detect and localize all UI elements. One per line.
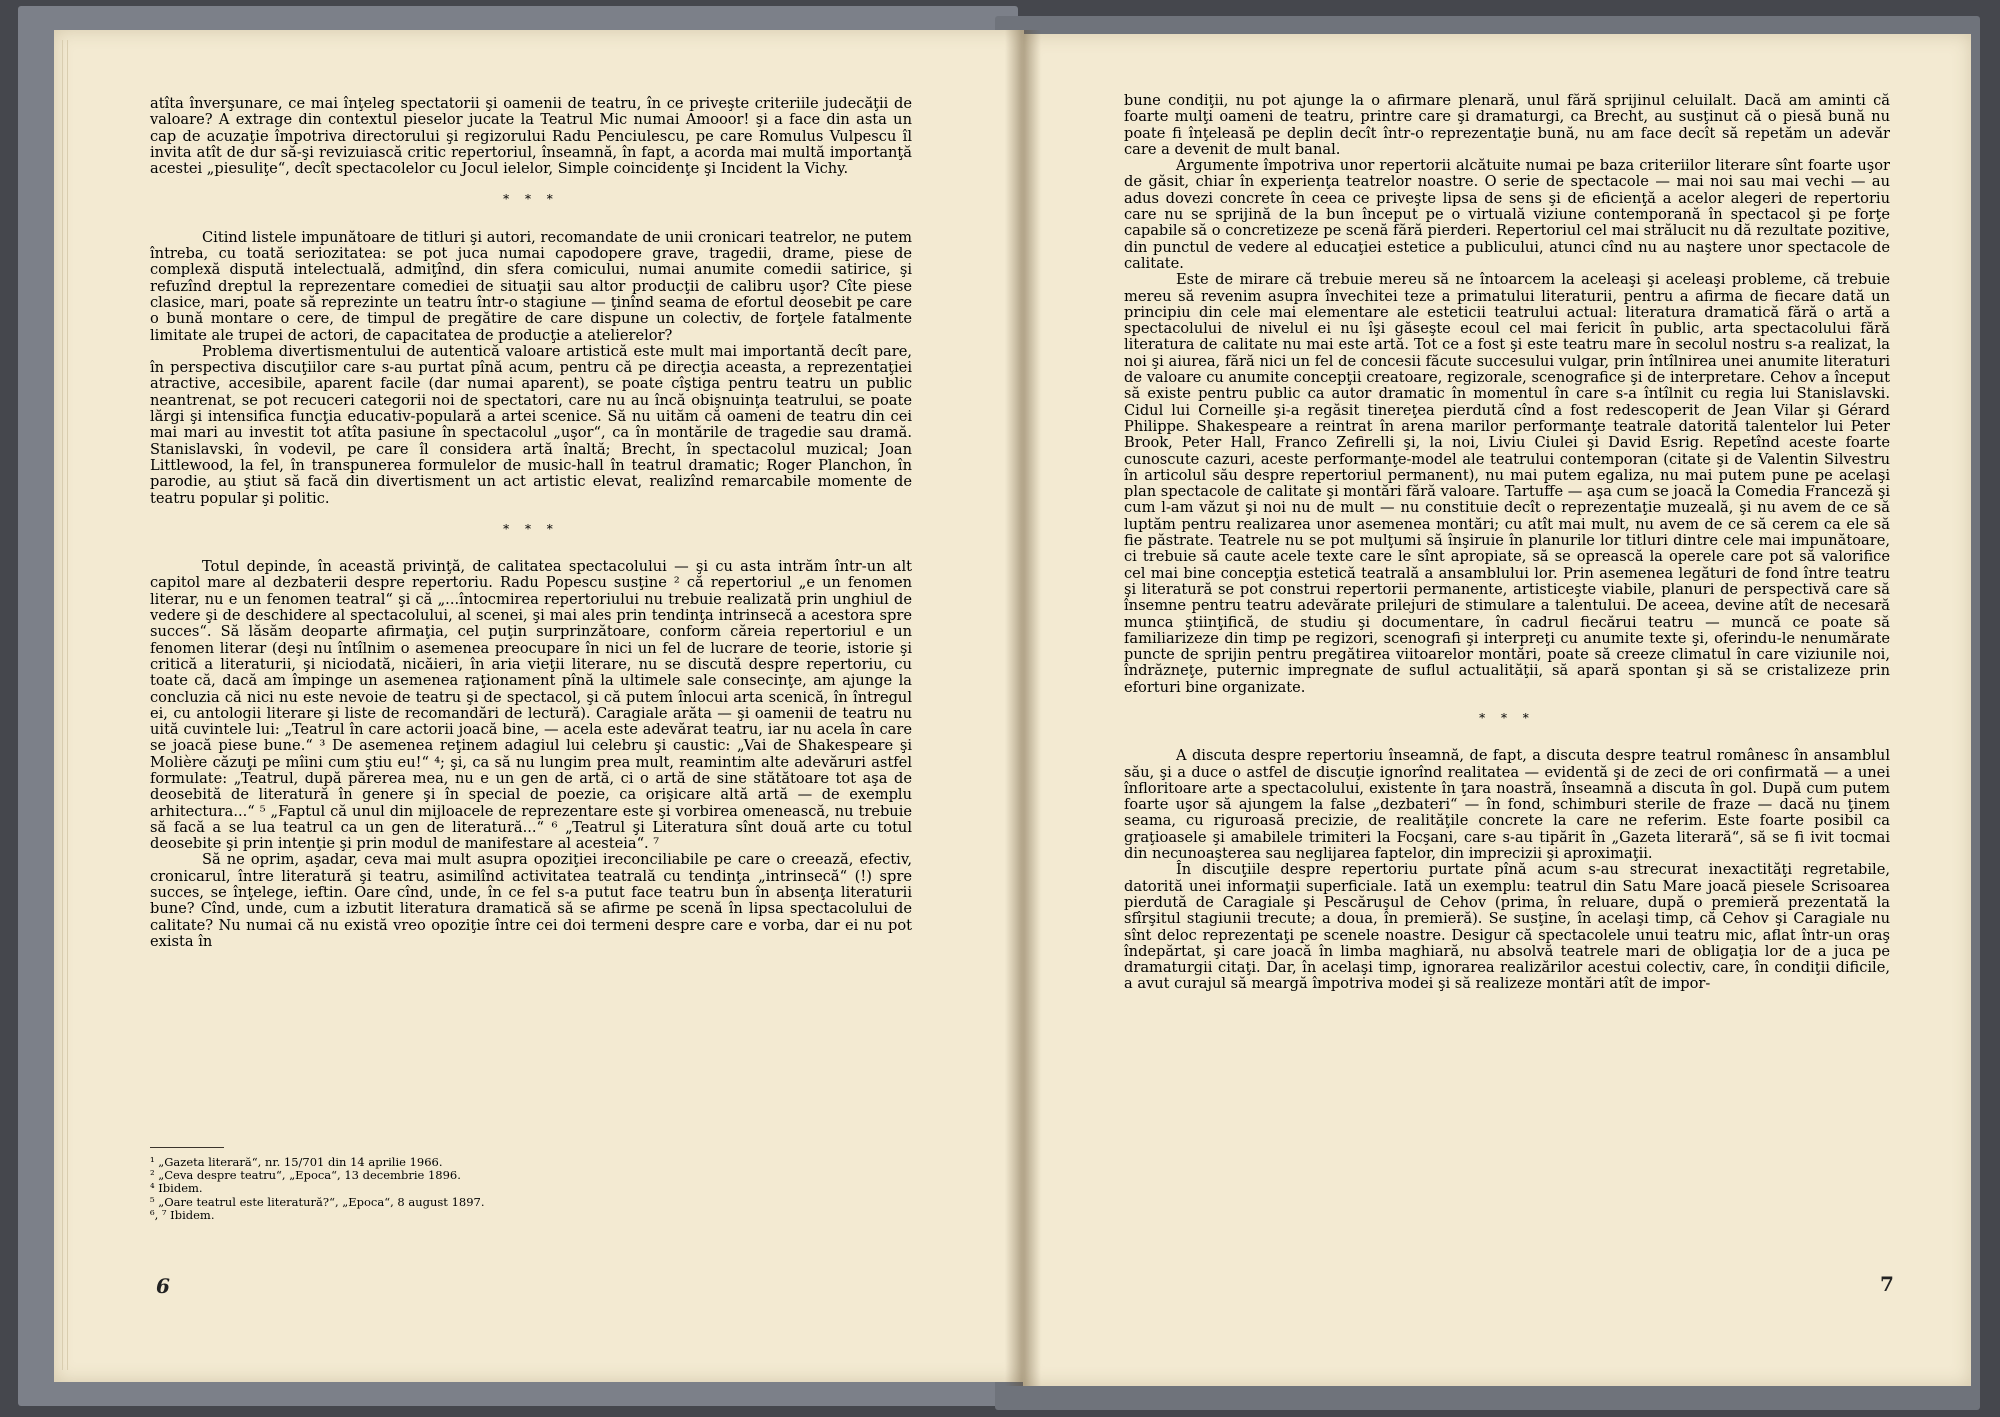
paragraph: bune condiţii, nu pot ajunge la o afirmare plenară, unul fără sprijinul celuilalt. Dacă am aminti că foarte mulţi oameni de teatru, printre care şi dramaturgi, ca Brecht, au susţinut că o piesă bună nu poate fi înţeleasă pe deplin decît într-o reprezentaţie bună, nu am face decît să repetăm un adevăr care a devenit de mult banal. bbox=[1124, 92, 1890, 158]
footnote: ⁵ „Oare teatrul este literatură?“, „Epoca“, 8 august 1897. bbox=[150, 1194, 485, 1209]
left-page-text bbox=[150, 96, 912, 950]
footnotes bbox=[150, 1147, 710, 1222]
paragraph: Să ne oprim, aşadar, ceva mai mult asupra opoziţiei ireconciliabile pe care o creează, efectiv, cronicarul, între literatură şi teatru, asimilînd activitatea teatrală cu tendinţa „intrinsecă“ (!) spre succes, se înţelege, ieftin. Oare cînd, unde, în ce fel s-a putut face teatru bun în absenţa literaturii bune? Cînd, unde, cum a izbutit literatura dramatică să se afirme pe scenă în lipsa spectacolului de calitate? Nu numai că nu există vreo opoziţie între cei doi termeni despre care e vorba, dar ei nu pot exista în bbox=[150, 851, 912, 950]
right-page-text bbox=[1124, 93, 1890, 993]
paragraph: Este de mirare că trebuie mereu să ne întoarcem la aceleaşi şi aceleaşi probleme, că trebuie mereu să revenim asupra învechitei teze a primatului literaturii, pentru a afirma de fiecare dată un principiu din cele mai elementare ale esteticii teatrului actual: literatura dramatică fără o artă a spectacolului de nivelul ei nu îşi găseşte ecoul cel mai fericit în public, arta spectacolului fără literatura de calitate nu mai este artă. Tot ce a fost şi este teatru mare în secolul nostru s-a realizat, la noi şi aiurea, fără nici un fel de concesii făcute succesului vulgar, prin întîlnirea unei anumite literaturi de valoare cu anumite concepţii creatoare, regizorale, scenografice şi de interpretare. Cehov a început să existe pentru public ca autor dramatic în momentul în care s-a întîlnit cu regia lui Stanislavski. Cidul lui Corneille şi-a regăsit tinereţea pierdută cînd a fost redescoperit de Jean Vilar şi Gérard Philippe. Shakespeare a reintrat în arena marilor performanţe teatrale datorită talentelor lui Peter Brook, Peter Hall, Franco Zefirelli şi, la noi, Liviu Ciulei şi David Esrig. Repetînd aceste foarte cunoscute cazuri, aceste performanţe-model ale teatrului contemporan (citate şi de Valentin Silvestru în articolul său despre repertoriul permanent), nu mai putem egaliza, nu mai putem pune pe acelaşi plan spectacole de calitate şi montări fără valoare. Tartuffe — aşa cum se joacă la Comedia Franceză şi cum l-am văzut şi noi nu de mult — nu constituie decît o reprezentaţie muzeală, şi nu avem de ce să luptăm pentru realizarea unor asemenea montări; cu atît mai mult, nu avem de ce să cerem ca ele să fie păstrate. Teatrele nu se pot mulţumi să înşiruie în planurile lor titluri dintre cele mai impunătoare, ci trebuie să caute acele texte care le sînt apropiate, să se oprească la operele care pot să valorifice cel mai bine concepţia estetică teatrală a ansamblului lor. Prin asemenea legături de fond între teatru şi literatură se pot construi repertorii permanente, artisticeşte viabile, planuri de perspectivă care să însemne pentru teatru adevărate prilejuri de stimulare a talentului. De aceea, devine atît de necesară munca ştiinţifică, de studiu şi documentare, în cadrul fiecărui teatru — muncă ce poate să familiarizeze din timp pe regizori, scenografi şi interpreţi cu anumite texte şi, oferindu-le nenumărate puncte de sprijin pentru pregătirea viitoarelor montări, poate să creeze climatul în care viziunile noi, îndrăzneţe, puternic impregnate de suflul actualităţii, să apară spontan şi să se cristalizeze prin eforturi bine organizate. bbox=[1124, 271, 1890, 696]
footnote: ⁴ Ibidem. bbox=[150, 1181, 203, 1196]
footnote-rule bbox=[150, 1147, 224, 1148]
page-number-right: 7 bbox=[1880, 1272, 1894, 1296]
paragraph: atîta înverşunare, ce mai înţeleg spectatorii şi oamenii de teatru, în ce priveşte criteriile judecăţii de valoare? A extrage din contextul pieselor jucate la Teatrul Mic numai Amooor! şi a face din asta un cap de acuzaţie împotriva directorului şi regizorului Radu Penciulescu, pe care Romulus Vulpescu îl invita atît de dur să-şi revizuiască critic repertoriul, înseamnă, în fapt, a acorda mai multă importanţă acestei „piesuliţe“, decît spectacolelor cu Jocul ielelor, Simple coincidenţe şi Incident la Vichy. bbox=[150, 95, 912, 178]
page-edge-lines bbox=[62, 40, 68, 1370]
footnote: ¹ „Gazeta literară“, nr. 15/701 din 14 aprilie 1966. bbox=[150, 1155, 443, 1169]
paragraph: În discuţiile despre repertoriu purtate pînă acum s-au strecurat inexactităţi regretabile, datorită unei informaţii superficiale. Iată un exemplu: teatrul din Satu Mare joacă piesele Scrisoarea pierdută de Caragiale şi Pescăruşul de Cehov (prima, în reluare, după o premieră prezentată la sfîrşitul stagiunii trecute; a doua, în premieră). Se susţine, în acelaşi timp, că Cehov şi Caragiale nu sînt deloc reprezentaţi pe scenele noastre. Desigur că spectacolele unui teatru mic, aflat într-un oraş îndepărtat, şi care joacă în limba maghiară, nu absolvă teatrele mari de obligaţia lor de a juca pe dramaturgii citaţi. Dar, în acelaşi timp, ignorarea realizărilor acestui colectiv, care, în condiţii dificile, a avut curajul să meargă împotriva modei şi să realizeze montări atît de impor- bbox=[1124, 861, 1890, 993]
paragraph: Citind listele impunătoare de titluri şi autori, recomandate de unii cronicari teatrelor, ne putem întreba, cu toată seriozitatea: se pot juca numai capodopere grave, tragedii, drame, piese de complexă dispută intelectuală, admiţînd, din sfera comicului, numai anumite comedii satirice, şi refuzînd dreptul la reprezentare comediei de situaţii sau altor producţii de calibru uşor? Cîte piese clasice, mari, poate să reprezinte un teatru într-o stagiune — ţinînd seama de efortul deosebit pe care o bună montare o cere, de timpul de pregătire de care dispune un colectiv, de forţele fatalmente limitate ale trupei de actori, de capacitatea de producţie a atelierelor? bbox=[150, 228, 912, 344]
paragraph: A discuta despre repertoriu înseamnă, de fapt, a discuta despre teatrul românesc în ansamblul său, şi a duce o astfel de discuţie ignorînd realitatea — evidentă şi de zeci de ori confirmată — a unei înfloritoare arte a spectacolului, existente în ţara noastră, înseamnă a discuta în gol. După cum putem foarte uşor să ajungem la false „dezbateri“ — în fond, schimburi sterile de fraze — dacă nu ţinem seama, cu riguroasă precizie, de realităţile concrete la care ne referim. Este foarte posibil ca graţioasele şi amabilele trimiteri la Focşani, care s-au tipărit în „Gazeta literară“, să se fi ivit tocmai din necunoaşterea sau neglijarea faptelor, din imprecizii şi aproximaţii. bbox=[1124, 747, 1890, 863]
paragraph: Argumente împotriva unor repertorii alcătuite numai pe baza criteriilor literare sînt foarte uşor de găsit, chiar în experienţa teatrelor noastre. O serie de spectacole — mai noi sau mai vechi — au adus dovezi concrete în ceea ce priveşte lipsa de sens şi de eficienţă a acelor alegeri de repertoriu care nu se sprijină de la bun început pe o virtuală viziune contemporană în spectacol şi pe forţe capabile să o concretizeze pe scenă fără pierderi. Repertoriul cel mai strălucit nu dă rezultate pozitive, din punctul de vedere al educaţiei estetice a publicului, atunci cînd nu au naştere unor spectacole de calitate. bbox=[1124, 157, 1890, 272]
paragraph: Problema divertismentului de autentică valoare artistică este mult mai importantă decît pare, în perspectiva discuţiilor care s-au purtat pînă acum, pentru că pe direcţia aceasta, a reprezentaţiei atractive, accesibile, aparent facile (dar numai aparent), se poate cîştiga pentru teatru un public neantrenat, se pot recuceri categorii noi de spectatori, care nu au încă obişnuinţa teatrului, se poate lărgi şi intensifica funcţia educativ-populară a artei scenice. Să nu uităm că oameni de teatru din cei mai mari au investit tot atîta pasiune în spectacolul „uşor“, ca în montările de tragedie sau dramă. Stanislavski, în vodevil, pe care îl considera artă înaltă; Brecht, în spectacolul muzical; Joan Littlewood, la fel, în transpunerea formulelor de music-hall în teatrul dramatic; Roger Planchon, în parodie, au ştiut să facă din divertisment un act artistic elevat, realizînd remarcabile momente de teatru popular şi politic. bbox=[150, 342, 912, 507]
footnote: ² „Ceva despre teatru“, „Epoca“, 13 decembrie 1896. bbox=[150, 1168, 461, 1183]
section-separator: * * * bbox=[503, 192, 559, 207]
book-gutter bbox=[1005, 30, 1041, 1386]
footnote: ⁶, ⁷ Ibidem. bbox=[150, 1207, 215, 1222]
paragraph: Totul depinde, în această privinţă, de calitatea spectacolului — şi cu asta intrăm într-un alt capitol mare al dezbaterii despre repertoriu. Radu Popescu susţine ² că repertoriul „e un fenomen literar, nu e un fenomen teatral“ şi că „...întocmirea repertoriului nu trebuie realizată prin unghiul de vedere şi de deschidere al spectacolului, al scenei, şi mai ales prin tendinţa intrinsecă a acestora spre succes“. Să lăsăm deoparte afirmaţia, cel puţin surprinzătoare, conform căreia repertoriul e un fenomen literar (deşi nu întîlnim o asemenea preocupare în nici un fel de lucrare de teorie, istorie şi critică a literaturii, şi niciodată, nicăieri, în aria vieţii literare, nu se discută despre repertoriu, cu toate că, dacă am împinge un asemenea raţionament pînă la ultimele sale consecinţe, am ajunge la concluzia că nici nu este nevoie de teatru şi de spectacol, şi că putem înlocui arta scenică, în întregul ei, cu antologii literare şi liste de recomandări de lectură). Caragiale arăta — şi oamenii de teatru nu uită cuvintele lui: „Teatrul în care actorii joacă bine, — acela este adevărat teatru, iar nu acela în care se joacă piese bune.“ ³ De asemenea reţinem adagiul lui celebru şi caustic: „Vai de Shakespeare şi Molière căzuţi pe mîini cum ştiu eu!“ ⁴; şi, ca să nu lungim prea mult, reamintim alte adevăruri astfel formulate: „Teatrul, după părerea mea, nu e un gen de artă, ci o artă de sine stătătoare tot aşa de deosebită de literatură în genere şi în special de poezie, ca orişicare altă artă — de exemplu arhitectura...“ ⁵ „Faptul că unul din mijloacele de reprezentare este şi vorbirea omenească, nu trebuie să facă a se lua teatrul ca un gen de literatură...“ ⁶ „Teatrul şi Literatura sînt două arte cu totul deosebite şi prin intenţie şi prin modul de manifestare al acesteia“. ⁷ bbox=[150, 558, 912, 853]
section-separator: * * * bbox=[1479, 710, 1535, 725]
section-separator: * * * bbox=[503, 521, 559, 536]
page-number-left: 6 bbox=[156, 1274, 170, 1298]
